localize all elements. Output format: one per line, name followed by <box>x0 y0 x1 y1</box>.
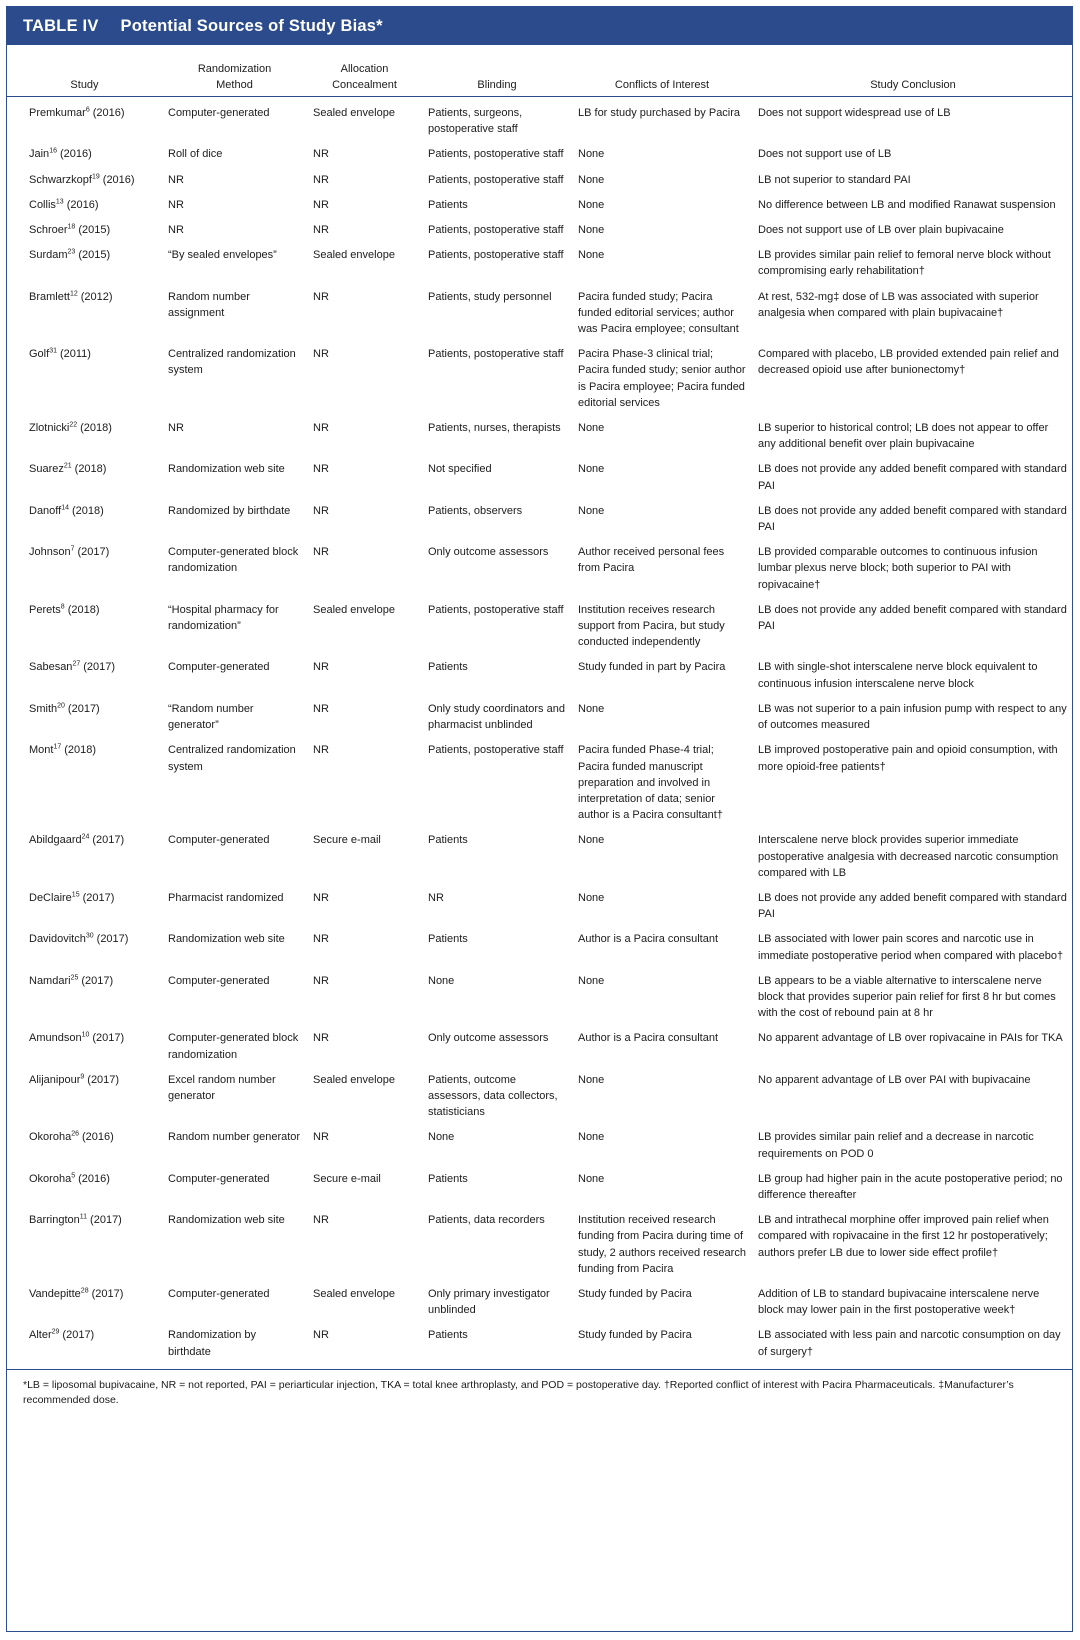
cell-study <box>7 342 162 416</box>
column-header-allocation: Allocation Concealment <box>307 45 422 97</box>
cell-allocation: NR <box>313 1329 329 1342</box>
study-author: Danoff <box>29 504 62 517</box>
cell-blinding: Patients <box>428 661 468 674</box>
study-reference: 29 <box>51 1328 60 1336</box>
cell-allocation: NR <box>313 974 329 987</box>
cell-conflicts: None <box>578 1073 605 1086</box>
study-reference: 20 <box>57 702 65 710</box>
cell-randomization: Centralized randomization system <box>168 348 296 377</box>
cell-conflicts: Pacira Phase-3 clinical trial; Pacira funded study; senior author is Pacira employee; Pacira funded editorial services <box>578 348 746 409</box>
table-row <box>7 218 1073 243</box>
table-row <box>7 243 1073 284</box>
cell-conclusion: LB associated with lower pain scores and narcotic use in immediate postoperative period when compared with placebo† <box>758 933 1064 962</box>
cell-blinding: Patients, outcome assessors, data collectors, statisticians <box>428 1073 558 1119</box>
study-reference: 17 <box>53 743 62 751</box>
cell-allocation: NR <box>313 198 329 211</box>
cell-conflicts: None <box>578 173 605 186</box>
cell-study <box>7 828 162 886</box>
table-row <box>7 1167 1073 1208</box>
study-author: Barrington <box>29 1214 80 1227</box>
cell-study <box>7 738 162 828</box>
cell-allocation: NR <box>313 1214 329 1227</box>
cell-randomization: Randomization web site <box>168 463 285 476</box>
cell-conclusion: LB and intrathecal morphine offer improved pain relief when compared with ropivacaine in the first 12 hr postoperatively; authors prefer LB due to lower side effect profile† <box>758 1214 1049 1259</box>
cell-randomization: Computer-generated <box>168 974 270 987</box>
table-row <box>7 416 1073 457</box>
cell-conflicts: None <box>578 891 605 904</box>
cell-blinding: Patients, data recorders <box>428 1214 545 1227</box>
table-row <box>7 142 1073 167</box>
study-author: Zlotnicki <box>29 422 70 435</box>
cell-conflicts: Study funded in part by Pacira <box>578 661 726 674</box>
cell-conclusion: LB superior to historical control; LB does not appear to offer any additional benefit over plain bupivacaine <box>758 422 1049 451</box>
study-author: Mont <box>29 744 54 757</box>
study-author: Smith <box>29 702 58 715</box>
study-reference: 19 <box>91 172 100 180</box>
study-author: Premkumar <box>29 107 86 119</box>
table-row <box>7 828 1073 886</box>
column-header-randomization: Randomization Method <box>162 45 307 97</box>
cell-conclusion: At rest, 532-mg‡ dose of LB was associated with superior analgesia when compared with plain bupivacaine† <box>758 290 1039 319</box>
table-row <box>7 1026 1073 1067</box>
cell-conclusion: LB group had higher pain in the acute postoperative period; no difference thereafter <box>758 1172 1063 1201</box>
table-row <box>7 342 1073 416</box>
cell-blinding: Patients, postoperative staff <box>428 348 564 361</box>
table-row <box>7 598 1073 656</box>
cell-blinding: Patients, postoperative staff <box>428 148 564 161</box>
column-header-conflicts: Conflicts of Interest <box>572 45 752 97</box>
study-reference: 28 <box>80 1287 89 1295</box>
cell-allocation: NR <box>313 744 329 757</box>
cell-randomization: Computer-generated block randomization <box>168 1032 299 1061</box>
cell-study <box>7 457 162 498</box>
cell-study <box>7 168 162 193</box>
study-year: (2016) <box>78 1172 110 1185</box>
cell-randomization: Pharmacist randomized <box>168 891 284 904</box>
cell-randomization: Randomized by birthdate <box>168 504 291 517</box>
cell-blinding: Patients, observers <box>428 504 523 517</box>
cell-blinding: Patients, postoperative staff <box>428 603 564 616</box>
cell-blinding: Only primary investigator unblinded <box>428 1287 550 1317</box>
study-author: Jain <box>29 148 50 161</box>
cell-allocation: NR <box>313 290 329 303</box>
cell-study <box>7 1068 162 1126</box>
study-reference: 5 <box>71 1172 76 1180</box>
cell-blinding: Patients <box>428 1329 468 1342</box>
study-year: (2011) <box>59 348 91 361</box>
table-figure <box>6 6 1073 1632</box>
cell-allocation: NR <box>313 546 329 559</box>
cell-randomization: NR <box>168 173 184 186</box>
cell-blinding: None <box>428 974 455 987</box>
study-reference: 21 <box>63 462 72 470</box>
cell-blinding: Only outcome assessors <box>428 546 549 559</box>
cell-conflicts: None <box>578 1172 605 1185</box>
study-year: (2018) <box>72 504 104 517</box>
cell-blinding: Patients, surgeons, postoperative staff <box>428 107 523 136</box>
cell-blinding: Patients, postoperative staff <box>428 249 564 262</box>
study-author: Golf <box>29 348 50 361</box>
cell-conclusion: LB does not provide any added benefit compared with standard PAI <box>758 603 1067 633</box>
table-row <box>7 927 1073 968</box>
cell-conflicts: Institution receives research support from Pacira, but study conducted independently <box>578 603 725 649</box>
study-author: Johnson <box>29 546 71 559</box>
cell-blinding: Patients, postoperative staff <box>428 744 564 757</box>
cell-conclusion: LB provides similar pain relief to femoral nerve block without compromising early rehabilitation† <box>758 249 1051 278</box>
cell-randomization: NR <box>168 422 184 435</box>
study-year: (2017) <box>81 974 114 987</box>
study-year: (2017) <box>67 702 100 715</box>
table-row <box>7 285 1073 343</box>
cell-conclusion: LB not superior to standard PAI <box>758 173 911 186</box>
cell-conclusion: LB does not provide any added benefit compared with standard PAI <box>758 463 1067 492</box>
cell-conflicts: None <box>578 463 605 476</box>
study-reference: 12 <box>69 289 78 297</box>
study-reference: 15 <box>71 891 80 899</box>
table-row <box>7 655 1073 696</box>
cell-blinding: Patients, postoperative staff <box>428 173 564 186</box>
cell-conclusion: LB improved postoperative pain and opioid consumption, with more opioid-free patients† <box>758 744 1058 773</box>
cell-conflicts: Author is a Pacira consultant <box>578 933 719 946</box>
cell-randomization: “Random number generator” <box>168 702 254 732</box>
cell-allocation: Sealed envelope <box>313 1287 395 1300</box>
study-reference: 9 <box>80 1073 85 1081</box>
cell-allocation: Secure e-mail <box>313 1172 381 1185</box>
table-row <box>7 1125 1073 1166</box>
table-row <box>7 168 1073 193</box>
cell-conflicts: Study funded by Pacira <box>578 1287 692 1300</box>
cell-allocation: Sealed envelope <box>313 249 395 262</box>
table-body <box>7 97 1073 1365</box>
cell-blinding: Not specified <box>428 463 492 476</box>
cell-study <box>7 1125 162 1166</box>
cell-conflicts: None <box>578 504 605 517</box>
cell-study <box>7 97 162 143</box>
cell-allocation: Secure e-mail <box>313 834 381 847</box>
cell-conflicts: Institution received research funding from Pacira during time of study, 2 authors received research funding from Pacira <box>578 1214 746 1275</box>
study-year: (2017) <box>62 1329 95 1342</box>
table-row <box>7 457 1073 498</box>
cell-randomization: “Hospital pharmacy for randomization” <box>168 603 279 633</box>
table-row <box>7 1323 1073 1364</box>
table-row <box>7 738 1073 828</box>
column-header-blinding: Blinding <box>422 45 572 97</box>
cell-conclusion: No difference between LB and modified Ranawat suspension <box>758 198 1056 211</box>
cell-conflicts: LB for study purchased by Pacira <box>578 107 741 119</box>
study-reference: 25 <box>70 974 79 982</box>
cell-study <box>7 499 162 540</box>
cell-allocation: NR <box>313 463 329 476</box>
table-row <box>7 499 1073 540</box>
cell-allocation: NR <box>313 348 329 361</box>
cell-conclusion: Does not support use of LB <box>758 148 892 161</box>
study-year: (2017) <box>90 1214 122 1227</box>
table-footnote: *LB = liposomal bupivacaine, NR = not reported, PAI = periarticular injection, TKA = total knee arthroplasty, and POD = postoperative day. †Reported conflict of interest with Pacira Pharmaceuticals. ‡Manufacturer’s recommended dose. <box>7 1369 1072 1409</box>
study-author: Perets <box>29 603 61 616</box>
cell-allocation: NR <box>313 1131 329 1144</box>
study-author: Collis <box>29 198 56 211</box>
cell-conflicts: None <box>578 702 605 715</box>
study-year: (2017) <box>92 834 125 847</box>
study-reference: 13 <box>55 198 64 206</box>
study-author: Abildgaard <box>29 834 82 847</box>
study-reference: 10 <box>81 1031 90 1039</box>
cell-randomization: Computer-generated <box>168 1172 270 1185</box>
cell-conclusion: Compared with placebo, LB provided extended pain relief and decreased opioid use after bunionectomy† <box>758 348 1059 377</box>
cell-blinding: Patients, nurses, therapists <box>428 422 561 435</box>
cell-conflicts: None <box>578 198 605 211</box>
cell-study <box>7 598 162 656</box>
study-year: (2015) <box>78 224 111 237</box>
study-year: (2016) <box>59 148 92 161</box>
study-author: Okoroha <box>29 1172 72 1185</box>
cell-randomization: NR <box>168 198 184 211</box>
study-author: Alijanipour <box>29 1073 81 1086</box>
study-year: (2017) <box>92 1032 125 1045</box>
study-year: (2017) <box>87 1073 120 1086</box>
study-year: (2017) <box>91 1287 124 1300</box>
study-reference: 27 <box>72 660 81 668</box>
study-reference: 30 <box>85 932 94 940</box>
cell-conflicts: Pacira funded study; Pacira funded editorial services; author was Pacira employee; consultant <box>578 290 739 336</box>
study-reference: 23 <box>67 248 76 256</box>
table-row <box>7 697 1073 738</box>
cell-blinding: Patients <box>428 834 468 847</box>
cell-study <box>7 218 162 243</box>
cell-allocation: NR <box>313 224 329 237</box>
cell-study <box>7 886 162 927</box>
study-reference: 11 <box>79 1213 88 1221</box>
study-year: (2017) <box>96 933 129 946</box>
cell-conflicts: None <box>578 834 605 847</box>
cell-allocation: NR <box>313 933 329 946</box>
cell-randomization: Computer-generated <box>168 661 270 674</box>
cell-study <box>7 142 162 167</box>
cell-study <box>7 1026 162 1067</box>
cell-allocation: Sealed envelope <box>313 603 395 616</box>
study-author: DeClaire <box>29 891 72 904</box>
cell-blinding: Only outcome assessors <box>428 1032 549 1045</box>
cell-conclusion: LB provided comparable outcomes to continuous infusion lumbar plexus nerve block; both superior to PAI with ropivacaine† <box>758 546 1038 591</box>
cell-randomization: Random number generator <box>168 1131 301 1144</box>
cell-conflicts: Pacira funded Phase-4 trial; Pacira funded manuscript preparation and involved in interpretation of data; senior author is a Pacira consultant† <box>578 744 723 822</box>
cell-allocation: NR <box>313 1032 329 1045</box>
study-reference: 24 <box>81 833 90 841</box>
study-year: (2018) <box>67 603 100 616</box>
study-author: Surdam <box>29 249 68 262</box>
cell-study <box>7 1208 162 1282</box>
cell-study <box>7 243 162 284</box>
study-year: (2016) <box>66 198 99 211</box>
study-author: Bramlett <box>29 290 70 303</box>
table-row <box>7 1282 1073 1323</box>
cell-randomization: Randomization web site <box>168 1214 285 1227</box>
study-year: (2016) <box>92 107 125 119</box>
study-author: Okoroha <box>29 1131 72 1144</box>
cell-blinding: None <box>428 1131 455 1144</box>
study-year: (2017) <box>82 891 115 904</box>
study-year: (2018) <box>74 463 107 476</box>
study-author: Amundson <box>29 1032 82 1045</box>
table-row <box>7 97 1073 143</box>
table-row <box>7 1068 1073 1126</box>
cell-randomization: NR <box>168 224 184 237</box>
study-reference: 31 <box>49 347 57 355</box>
cell-conflicts: None <box>578 1131 605 1144</box>
cell-study <box>7 927 162 968</box>
table-row <box>7 886 1073 927</box>
study-reference: 18 <box>67 223 76 231</box>
table-row <box>7 1208 1073 1282</box>
cell-randomization: Computer-generated block randomization <box>168 546 299 575</box>
cell-conflicts: None <box>578 422 605 435</box>
cell-conclusion: LB provides similar pain relief and a decrease in narcotic requirements on POD 0 <box>758 1131 1034 1160</box>
cell-conclusion: Does not support widespread use of LB <box>758 107 951 119</box>
cell-blinding: Only study coordinators and pharmacist unblinded <box>428 702 565 732</box>
cell-conclusion: LB associated with less pain and narcotic consumption on day of surgery† <box>758 1329 1061 1358</box>
cell-conflicts: Study funded by Pacira <box>578 1329 692 1342</box>
cell-study <box>7 285 162 343</box>
cell-allocation: NR <box>313 422 329 435</box>
cell-conclusion: Addition of LB to standard bupivacaine interscalene nerve block may lower pain in the first postoperative week† <box>758 1287 1040 1317</box>
cell-allocation: Sealed envelope <box>313 107 395 119</box>
study-year: (2017) <box>77 546 110 559</box>
cell-conclusion: LB does not provide any added benefit compared with standard PAI <box>758 504 1067 534</box>
cell-allocation: NR <box>313 702 329 715</box>
cell-conflicts: Author is a Pacira consultant <box>578 1032 719 1045</box>
cell-blinding: Patients, study personnel <box>428 290 552 303</box>
cell-allocation: NR <box>313 891 329 904</box>
cell-conflicts: None <box>578 974 605 987</box>
cell-blinding: Patients <box>428 1172 468 1185</box>
table-label: TABLE IV <box>23 16 99 35</box>
study-year: (2017) <box>83 661 116 674</box>
study-author: Davidovitch <box>29 933 86 946</box>
cell-randomization: Computer-generated <box>168 834 270 847</box>
table-row <box>7 969 1073 1027</box>
cell-study <box>7 1167 162 1208</box>
table-title-bar <box>7 7 1072 45</box>
cell-conclusion: LB does not provide any added benefit compared with standard PAI <box>758 891 1067 921</box>
header-row <box>7 45 1073 97</box>
study-author: Schwarzkopf <box>29 173 92 186</box>
cell-randomization: Roll of dice <box>168 148 223 161</box>
cell-randomization: Random number assignment <box>168 290 250 319</box>
cell-allocation: Sealed envelope <box>313 1073 395 1086</box>
study-author: Namdari <box>29 974 71 987</box>
study-reference: 8 <box>60 603 65 611</box>
study-year: (2015) <box>78 249 111 262</box>
table-row <box>7 540 1073 598</box>
cell-study <box>7 1282 162 1323</box>
cell-conclusion: Interscalene nerve block provides superior immediate postoperative analgesia with decreased narcotic consumption compared with LB <box>758 834 1059 879</box>
study-author: Sabesan <box>29 661 73 674</box>
cell-randomization: Randomization web site <box>168 933 285 946</box>
column-header-study: Study <box>7 45 162 97</box>
cell-allocation: NR <box>313 504 329 517</box>
cell-blinding: NR <box>428 891 444 904</box>
study-year: (2016) <box>82 1131 114 1144</box>
cell-study <box>7 655 162 696</box>
study-reference: 22 <box>69 421 78 429</box>
study-year: (2016) <box>102 173 135 186</box>
cell-conclusion: LB was not superior to a pain infusion pump with respect to any of outcomes measured <box>758 702 1067 732</box>
cell-conflicts: None <box>578 224 605 237</box>
cell-randomization: Excel random number generator <box>168 1073 276 1102</box>
table-row <box>7 193 1073 218</box>
study-reference: 26 <box>71 1130 79 1138</box>
study-year: (2012) <box>80 290 113 303</box>
cell-conclusion: LB appears to be a viable alternative to interscalene nerve block that provides superior pain relief for first 8 hr but comes with the cost of rebound pain at 8 hr <box>758 974 1056 1020</box>
cell-study <box>7 540 162 598</box>
study-reference: 16 <box>49 147 57 155</box>
cell-conclusion: Does not support use of LB over plain bupivacaine <box>758 224 1004 237</box>
bias-table <box>7 45 1073 1365</box>
cell-randomization: Randomization by birthdate <box>168 1329 257 1358</box>
cell-blinding: Patients <box>428 933 468 946</box>
cell-allocation: NR <box>313 173 329 186</box>
study-year: (2018) <box>80 422 112 435</box>
cell-randomization: Computer-generated <box>168 107 270 119</box>
study-author: Alter <box>29 1329 52 1342</box>
cell-randomization: Computer-generated <box>168 1287 270 1300</box>
cell-blinding: Patients <box>428 198 468 211</box>
table-title: Potential Sources of Study Bias* <box>120 16 383 35</box>
study-author: Suarez <box>29 463 64 476</box>
study-reference: 7 <box>70 545 75 553</box>
column-header-conclusion: Study Conclusion <box>752 45 1073 97</box>
cell-allocation: NR <box>313 148 329 161</box>
cell-conclusion: No apparent advantage of LB over ropivacaine in PAIs for TKA <box>758 1032 1063 1045</box>
study-reference: 6 <box>85 106 90 114</box>
study-year: (2018) <box>64 744 97 757</box>
cell-conclusion: No apparent advantage of LB over PAI with bupivacaine <box>758 1073 1031 1086</box>
cell-conclusion: LB with single-shot interscalene nerve block equivalent to continuous infusion interscalene nerve block <box>758 661 1038 690</box>
study-author: Vandepitte <box>29 1287 81 1300</box>
study-reference: 14 <box>61 504 70 512</box>
cell-conflicts: None <box>578 249 605 262</box>
cell-study <box>7 1323 162 1364</box>
cell-study <box>7 193 162 218</box>
cell-conflicts: None <box>578 148 605 161</box>
cell-randomization: Centralized randomization system <box>168 744 296 773</box>
cell-study <box>7 697 162 738</box>
cell-study <box>7 416 162 457</box>
cell-conflicts: Author received personal fees from Pacira <box>578 546 725 575</box>
cell-study <box>7 969 162 1027</box>
cell-blinding: Patients, postoperative staff <box>428 224 564 237</box>
cell-allocation: NR <box>313 661 329 674</box>
study-author: Schroer <box>29 224 68 237</box>
cell-randomization: “By sealed envelopes” <box>168 249 277 262</box>
